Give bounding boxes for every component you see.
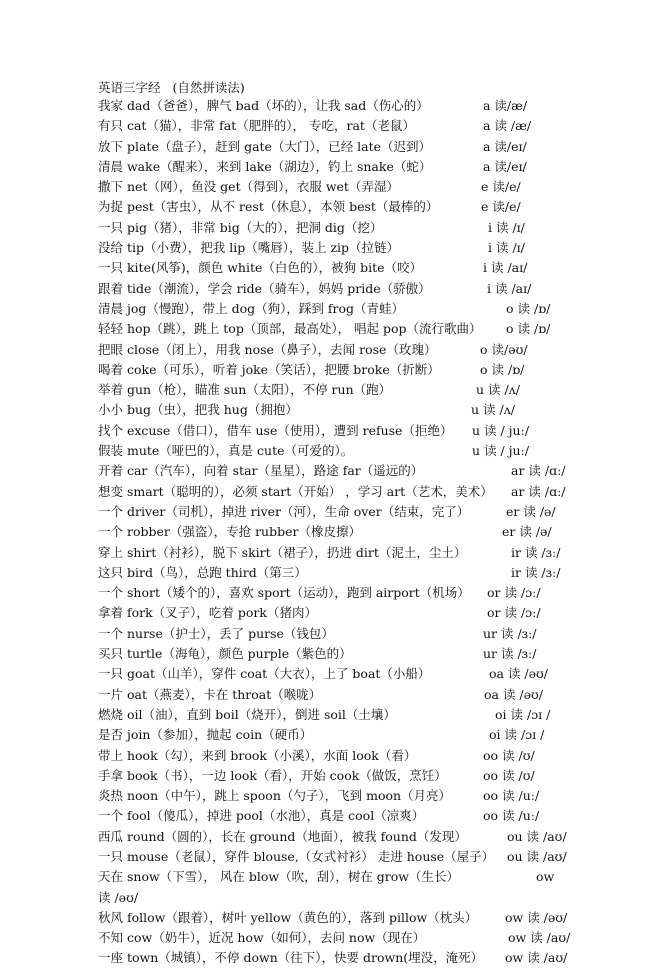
title-text: 英语三字经: [98, 80, 161, 95]
rhyme-line: [98, 441, 618, 461]
rhyme-line: [98, 258, 618, 278]
rhyme-list: [98, 96, 618, 969]
rhyme-text: 轻轻 hop（跳），跳上 top（顶部，最高处）， 唱起 pop（流行歌曲）: [98, 321, 482, 337]
rhyme-line: [98, 461, 618, 481]
rhyme-line: [98, 827, 618, 847]
phonics-rule: e 读/e/: [481, 199, 521, 215]
title-subtitle: (自然拼读法): [172, 80, 245, 95]
rhyme-line: [98, 583, 618, 603]
rhyme-text: 秋风 follow（跟着），树叶 yellow（黄色的），落到 pillow（枕头）: [98, 909, 478, 925]
rhyme-text: 燃烧 oil（油），直到 boil（烧开），倒进 soil（土壤）: [98, 706, 396, 722]
rhyme-text: 为捉 pest（害虫），从不 rest（休息），本领 best（最棒的）: [98, 199, 439, 215]
phonics-rule: u 读 /ʌ/: [471, 402, 515, 418]
phonics-rule: ur 读 /ɜː/: [483, 646, 537, 662]
rhyme-line: [98, 400, 618, 420]
phonics-rule: o 读/əʊ/: [480, 341, 528, 357]
rhyme-line: [98, 380, 618, 400]
phonics-rule: ar 读 /ɑː/: [511, 483, 566, 499]
phonics-rule: ou 读 /aʊ/: [507, 828, 567, 844]
phonics-rule: a 读/æ/: [483, 98, 528, 113]
rhyme-line: [98, 705, 618, 725]
rhyme-text: 一只 kite(风筝)，颜色 white（白色的），被狗 bite（咬）: [98, 260, 423, 276]
phonics-rule: i 读 /ɪ/: [488, 240, 525, 256]
phonics-rule: oo 读 /ʊ/: [483, 747, 535, 763]
rhyme-text: 穿上 shirt（衬衫），脱下 skirt（裙子），扔进 dirt（泥土，尘土）: [98, 544, 467, 560]
rhyme-line: [98, 948, 618, 968]
rhyme-line: [98, 522, 618, 542]
phonics-rule: ur 读 /ɜː/: [483, 625, 537, 641]
document-title: [98, 80, 245, 96]
phonics-rule: er 读 /ə/: [506, 503, 556, 519]
rhyme-line: [98, 563, 618, 583]
rhyme-text: 手拿 book（书），一边 look（看），开始 cook（做饭，烹饪）: [98, 767, 447, 783]
rhyme-text: 清晨 jog（慢跑），带上 dog（狗），踩到 frog（青蛙）: [98, 300, 404, 316]
rhyme-line: [98, 664, 618, 684]
rhyme-text: 把眼 close（闭上），用我 nose（鼻子），去闻 rose（玫瑰）: [98, 341, 437, 357]
rhyme-text: 西瓜 round（圆的），长在 ground（地面），被我 found（发现）: [98, 828, 467, 844]
rhyme-text: 举着 gun（枪），瞄准 sun（太阳），不停 run（跑）: [98, 382, 392, 398]
phonics-rule: oa 读 /əʊ/: [489, 666, 548, 682]
rhyme-line: [98, 766, 618, 786]
rhyme-line: [98, 299, 618, 319]
phonics-rule-wrapped: 读 /əʊ/: [98, 889, 139, 905]
rhyme-line: [98, 867, 618, 887]
rhyme-text: 开着 car（汽车），向着 star（星星），路途 far（遥远的）: [98, 463, 424, 479]
rhyme-line: [98, 806, 618, 826]
phonics-rule: or 读 /ɔː/: [487, 605, 541, 621]
phonics-rule: u 读 / juː/: [472, 443, 530, 459]
rhyme-line: [98, 279, 618, 299]
rhyme-text: 没给 tip（小费），把我 lip（嘴唇），装上 zip（拉链）: [98, 240, 400, 256]
rhyme-line: [98, 116, 618, 136]
phonics-rule: er 读 /ə/: [502, 524, 552, 540]
rhyme-line: [98, 928, 618, 948]
rhyme-text: 清晨 wake（醒来），来到 lake（湖边），钓上 snake（蛇）: [98, 158, 432, 174]
rhyme-text: 炎热 noon（中午），跳上 spoon（勺子），飞到 moon（月亮）: [98, 788, 452, 804]
phonics-rule: or 读 /ɔː/: [487, 585, 541, 601]
rhyme-line: [98, 543, 618, 563]
rhyme-text: 一只 pig（猪），非常 big（大的），把洞 dig（挖）: [98, 219, 383, 235]
phonics-rule: ar 读 /ɑː/: [511, 463, 566, 479]
rhyme-text: 天在 snow（下雪）， 风在 blow（吹，刮），树在 grow（生长）: [98, 869, 460, 885]
rhyme-line-continued: [98, 888, 618, 908]
phonics-rule: ow: [536, 869, 555, 885]
rhyme-line: [98, 96, 618, 116]
rhyme-text: 放下 plate（盘子），赶到 gate（大门），已经 late（迟到）: [98, 138, 432, 154]
rhyme-line: [98, 786, 618, 806]
rhyme-text: 带上 hook（勾），来到 brook（小溪），水面 look（看）: [98, 747, 417, 763]
rhyme-line: [98, 482, 618, 502]
phonics-rule: a 读 /æ/: [483, 118, 532, 134]
rhyme-line: [98, 746, 618, 766]
rhyme-text: 跟着 tide（潮流），学会 ride（骑车），妈妈 pride（骄傲）: [98, 280, 431, 296]
rhyme-line: [98, 502, 618, 522]
rhyme-line: [98, 137, 618, 157]
rhyme-text: 有只 cat（猫），非常 fat（肥胖的）， 专吃，rat（老鼠）: [98, 118, 415, 134]
phonics-rule: oo 读 /uː/: [483, 788, 540, 804]
phonics-rule: oo 读 /uː/: [483, 808, 540, 824]
phonics-rule: ou 读 /aʊ/: [507, 848, 567, 864]
rhyme-text: 一个 robber（强盗），专抢 rubber（橡皮擦）: [98, 524, 361, 540]
rhyme-text: 拿着 fork（叉子），吃着 pork（猪肉）: [98, 605, 317, 621]
phonics-rule: a 读/eɪ/: [483, 138, 527, 154]
rhyme-line: [98, 218, 618, 238]
phonics-rule: i 读 /aɪ/: [487, 280, 532, 296]
rhyme-text: 找个 excuse（借口），借车 use（使用），遭到 refuse（拒绝）: [98, 422, 453, 438]
rhyme-line: [98, 908, 618, 928]
rhyme-text: 喝着 coke（可乐），听着 joke（笑话），把腰 broke（折断）: [98, 361, 440, 377]
rhyme-text: 假装 mute（哑巴的），真是 cute（可爱的）。: [98, 443, 354, 459]
rhyme-line: [98, 238, 618, 258]
rhyme-line: [98, 360, 618, 380]
rhyme-line: [98, 725, 618, 745]
phonics-rule: oi 读 /ɔɪ /: [495, 706, 551, 722]
phonics-rule: i 读 /aɪ/: [483, 260, 528, 276]
rhyme-text: 一只 goat（山羊），穿件 coat（大衣），上了 boat（小船）: [98, 666, 431, 682]
phonics-rule: oa 读 /əʊ/: [484, 686, 543, 702]
phonics-rule: u 读 / juː/: [472, 422, 530, 438]
rhyme-text: 一个 short（矮个的），喜欢 sport（运动），跑到 airport（机场）: [98, 585, 470, 601]
rhyme-line: [98, 177, 618, 197]
phonics-rule: ir 读 /ɜː/: [511, 564, 561, 580]
rhyme-text: 一个 fool（傻瓜），掉进 pool（水池），真是 cool（凉爽）: [98, 808, 425, 824]
rhyme-line: [98, 197, 618, 217]
phonics-rule: ow 读 /əʊ/: [505, 909, 568, 925]
phonics-rule: ow 读 /aʊ/: [508, 930, 571, 946]
rhyme-line: [98, 847, 618, 867]
phonics-rule: o 读 /ɒ/: [480, 361, 525, 377]
phonics-rule: ow 读 /aʊ/: [505, 950, 568, 966]
rhyme-text: 一座 town（城镇），不停 down（往下），快要 drown(埋没，淹死）: [98, 950, 484, 966]
rhyme-line: [98, 157, 618, 177]
rhyme-line: [98, 340, 618, 360]
rhyme-text: 我家 dad（爸爸），脾气 bad（坏的），让我 sad（伤心的）: [98, 98, 429, 113]
rhyme-line: [98, 421, 618, 441]
rhyme-line: [98, 319, 618, 339]
phonics-rule: i 读 /ɪ/: [488, 219, 525, 235]
rhyme-line: [98, 624, 618, 644]
rhyme-text: 是否 join（参加），抛起 coin（硬币）: [98, 727, 313, 743]
phonics-rule: oi 读 /ɔɪ /: [489, 727, 545, 743]
rhyme-text: 撒下 net（网），鱼没 get（得到），衣服 wet（弄湿）: [98, 179, 399, 195]
rhyme-line: [98, 603, 618, 623]
phonics-rule: e 读/e/: [481, 179, 521, 195]
rhyme-text: 想变 smart（聪明的），必须 start（开始） ，学习 art（艺术，美术）: [98, 483, 493, 499]
rhyme-text: 一个 nurse（护士），丢了 purse（钱包）: [98, 625, 334, 641]
rhyme-text: 一片 oat（燕麦），卡在 throat（喉咙）: [98, 686, 322, 702]
rhyme-text: 不知 cow（奶牛），近况 how（如何），去问 now（现在）: [98, 930, 426, 946]
phonics-rule: oo 读 /ʊ/: [483, 767, 535, 783]
rhyme-text: 小小 bug（虫），把我 hug（拥抱）: [98, 402, 298, 418]
rhyme-text: 一只 mouse（老鼠），穿件 blouse,（女式衬衫） 走进 house（屋子）: [98, 848, 495, 864]
phonics-rule: a 读/eɪ/: [483, 158, 527, 174]
rhyme-text: 买只 turtle（海龟），颜色 purple（紫色的）: [98, 646, 352, 662]
phonics-rule: o 读 /ɒ/: [506, 321, 551, 337]
phonics-rule: ir 读 /ɜː/: [511, 544, 561, 560]
rhyme-text: 这只 bird（鸟），总跑 third（第三）: [98, 564, 307, 580]
phonics-rule: u 读 /ʌ/: [476, 382, 520, 398]
rhyme-text: 一个 driver（司机），掉进 river（河），生命 over（结束，完了）: [98, 503, 470, 519]
phonics-rule: o 读 /ɒ/: [506, 300, 551, 316]
rhyme-line: [98, 644, 618, 664]
rhyme-line: [98, 685, 618, 705]
